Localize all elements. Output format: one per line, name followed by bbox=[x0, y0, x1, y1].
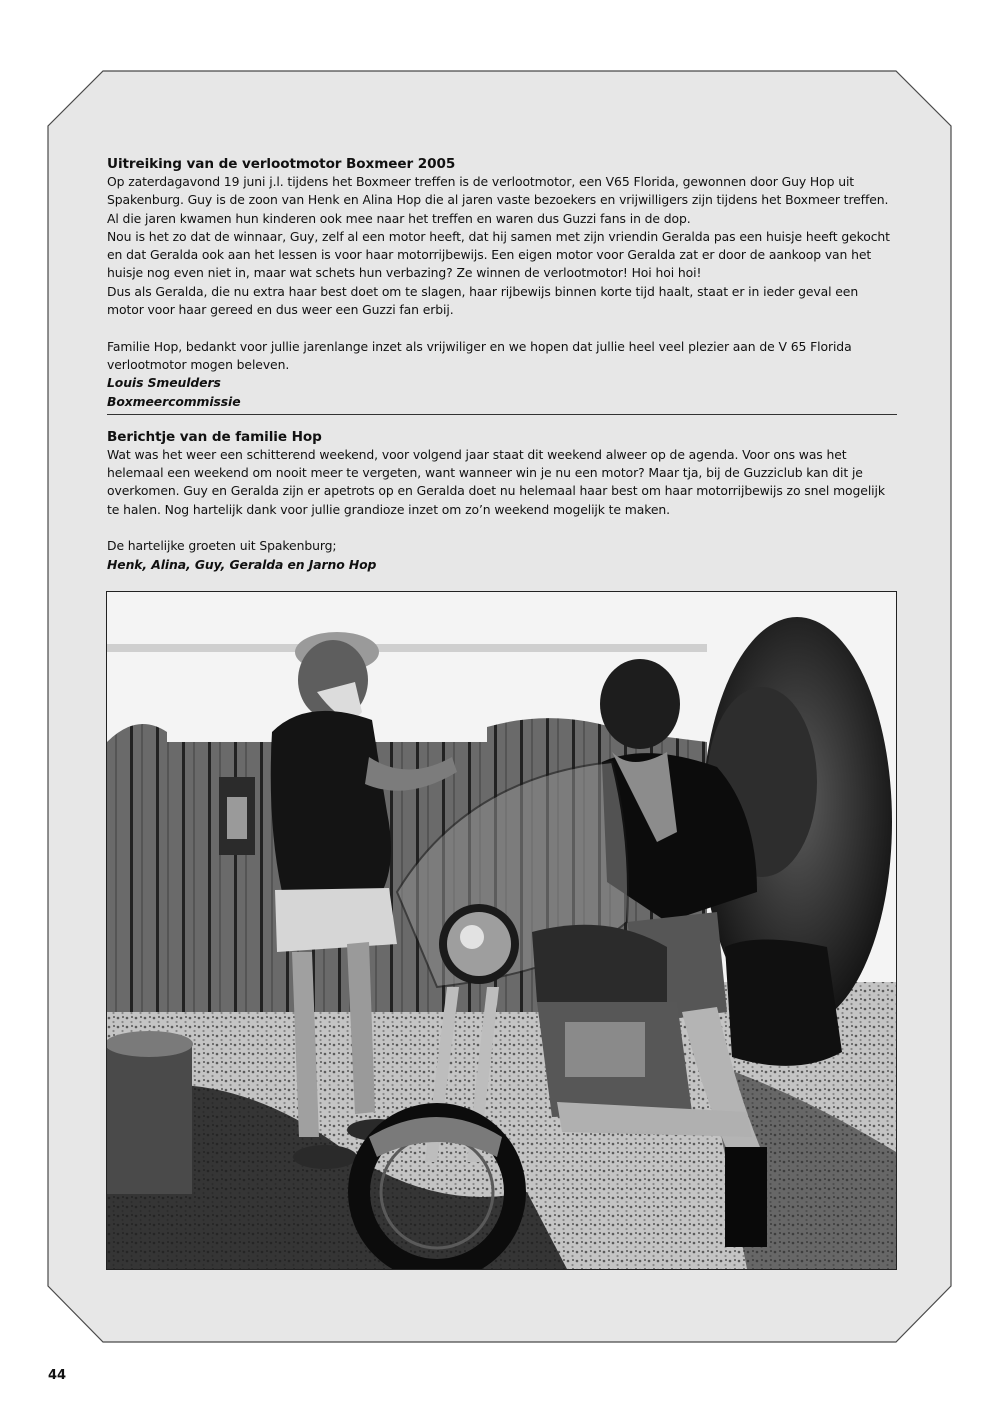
article1-signature-name: Louis Smeulders bbox=[107, 375, 221, 391]
article1-closing: Familie Hop, bedankt voor jullie jarenlange inzet als vrijwiliger en we hopen dat jullie heel veel plezier aan de V 65 Florida verlootmotor mogen beleven. bbox=[107, 338, 852, 372]
article1-heading: Uitreiking van de verlootmotor Boxmeer 2005 bbox=[107, 156, 456, 172]
motorcycle-photo bbox=[106, 591, 897, 1270]
section-divider bbox=[107, 414, 897, 415]
page-number: 44 bbox=[48, 1368, 67, 1383]
article-content bbox=[107, 155, 897, 574]
article2-heading: Berichtje van de familie Hop bbox=[107, 428, 322, 445]
article1-signature-org: Boxmeercommissie bbox=[107, 393, 241, 409]
article2-signature: Henk, Alina, Guy, Geralda en Jarno Hop bbox=[107, 556, 377, 572]
article1-paragraph-2: Nou is het zo dat de winnaar, Guy, zelf al een motor heeft, dat hij samen met zijn vriendin Geralda pas een huisje heeft gekocht en dat Geralda ook aan het lessen is voor haar motorrijbewijs. Een eigen motor voor Geralda zat er door de aankoop van het huisje nog even niet in, maar wat schets hun verbazing? Ze winnen de verlootmotor! Hoi hoi hoi! bbox=[107, 228, 890, 281]
article2-greeting: De hartelijke groeten uit Spakenburg; bbox=[107, 538, 337, 554]
article1-paragraph-1: Op zaterdagavond 19 juni j.l. tijdens het Boxmeer treffen is de verlootmotor, een V65 Florida, gewonnen door Guy Hop uit Spakenburg. Guy is de zoon van Henk en Alina Hop die al jaren vaste bezoekers en vrijwilligers zijn tijdens het Boxmeer treffen. Al die jaren kwamen hun kinderen ook mee naar het treffen en waren dus Guzzi fans in de dop. bbox=[107, 174, 889, 226]
article2-paragraph: Wat was het weer een schitterend weekend, voor volgend jaar staat dit weekend alweer op de agenda. Voor ons was het helemaal een weekend om nooit meer te vergeten, want wanneer win je nu een motor? Maar tja, bij de Guzziclub kan dit je overkomen. Guy en Geralda zijn er apetrots op en Geralda doet nu helemaal haar best om haar motorrijbewijs zo snel mogelijk te halen. Nog hartelijk dank voor jullie grandioze inzet om zo’n weekend mogelijk te maken. bbox=[107, 446, 885, 517]
article1-paragraph-3: Dus als Geralda, die nu extra haar best doet om te slagen, haar rijbewijs binnen korte tijd haalt, staat er in ieder geval een motor voor haar gereed en dus weer een Guzzi fan erbij. bbox=[107, 283, 859, 318]
